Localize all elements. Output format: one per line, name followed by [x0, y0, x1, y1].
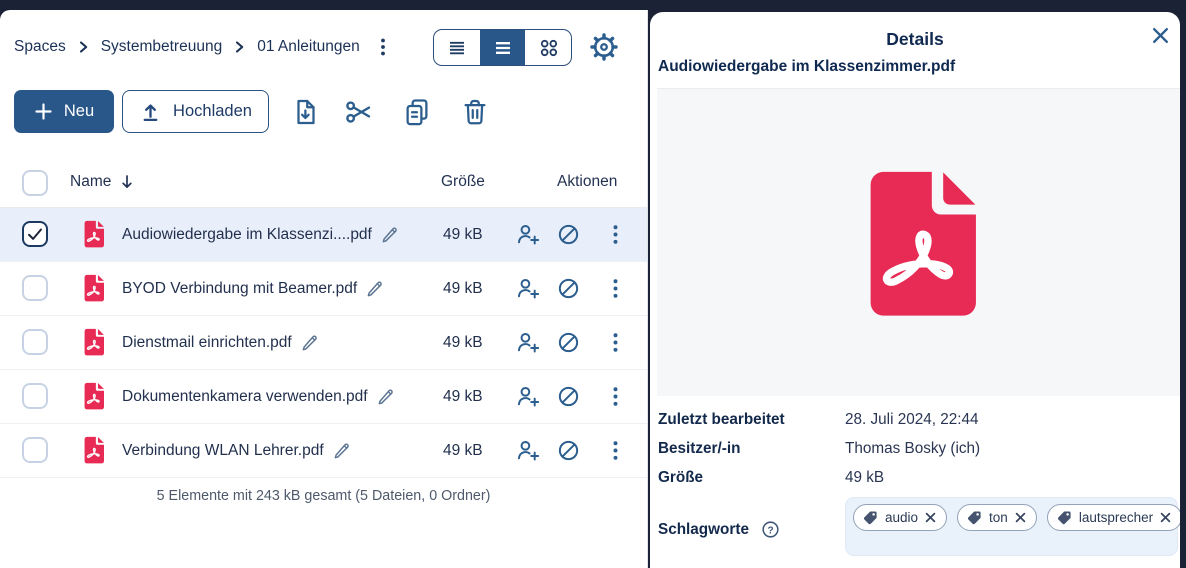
details-title: Details	[886, 29, 944, 49]
share-add-user-icon[interactable]	[515, 384, 540, 409]
table-footer: 5 Elemente mit 243 kB gesamt (5 Dateien, 0 Ordner)	[156, 488, 491, 504]
tags-label-row	[658, 520, 780, 539]
table-row[interactable]	[0, 262, 647, 316]
new-button[interactable]	[14, 90, 114, 133]
rename-pencil-icon[interactable]	[333, 442, 351, 460]
row-checkbox[interactable]	[22, 221, 48, 247]
link-icon[interactable]	[556, 438, 581, 463]
tags-label: Schlagworte	[658, 520, 749, 538]
cut-icon[interactable]	[344, 97, 374, 127]
tag-icon	[1057, 510, 1072, 525]
row-checkbox[interactable]	[22, 437, 48, 463]
tag-chip[interactable]	[1047, 504, 1180, 531]
svg-text:?: ?	[767, 525, 774, 537]
save-file-icon[interactable]	[290, 97, 320, 127]
share-add-user-icon[interactable]	[515, 438, 540, 463]
tag-label: audio	[885, 510, 919, 525]
file-name[interactable]: BYOD Verbindung mit Beamer.pdf	[122, 279, 358, 297]
link-icon[interactable]	[556, 222, 581, 247]
tags-input-box[interactable]	[845, 497, 1178, 556]
remove-tag-icon[interactable]	[1015, 512, 1026, 523]
share-add-user-icon[interactable]	[515, 330, 540, 355]
pdf-file-icon	[83, 382, 104, 410]
column-header-name[interactable]: Name	[70, 173, 134, 191]
new-button-label: Neu	[63, 102, 95, 120]
pdf-file-icon-large	[862, 169, 976, 317]
view-compact-button[interactable]	[434, 30, 480, 65]
link-icon[interactable]	[556, 276, 581, 301]
close-icon[interactable]	[1150, 25, 1171, 46]
file-size: 49 kB	[443, 333, 483, 351]
tag-label: lautsprecher	[1078, 510, 1154, 525]
upload-button[interactable]	[122, 90, 269, 133]
plus-icon	[34, 102, 53, 121]
row-menu-icon[interactable]	[603, 438, 628, 463]
link-icon[interactable]	[556, 330, 581, 355]
chevron-right-icon	[77, 40, 90, 54]
details-field	[658, 440, 1172, 458]
row-checkbox[interactable]	[22, 329, 48, 355]
file-size: 49 kB	[443, 441, 483, 459]
details-field	[658, 411, 1172, 429]
breadcrumb-spaces[interactable]: Spaces	[14, 38, 66, 55]
row-menu-icon[interactable]	[603, 222, 628, 247]
file-table-body	[0, 208, 647, 478]
breadcrumb-current-folder[interactable]: 01 Anleitungen	[257, 38, 360, 55]
file-size: 49 kB	[443, 279, 483, 297]
column-header-actions: Aktionen	[557, 173, 618, 190]
table-row[interactable]	[0, 370, 647, 424]
copy-icon[interactable]	[402, 97, 432, 127]
file-name[interactable]: Dienstmail einrichten.pdf	[122, 333, 292, 351]
file-name[interactable]: Dokumentenkamera verwenden.pdf	[122, 387, 368, 405]
field-value: 28. Juli 2024, 22:44	[845, 411, 979, 428]
remove-tag-icon[interactable]	[1160, 512, 1171, 523]
table-row[interactable]	[0, 208, 647, 262]
check-icon	[29, 230, 41, 239]
tag-icon	[863, 510, 878, 525]
details-field	[658, 469, 1172, 487]
rename-pencil-icon[interactable]	[366, 280, 384, 298]
chevron-right-icon	[233, 40, 246, 54]
field-label: Besitzer/-in	[658, 440, 741, 457]
file-name[interactable]: Verbindung WLAN Lehrer.pdf	[122, 441, 324, 459]
remove-tag-icon[interactable]	[925, 512, 936, 523]
rename-pencil-icon[interactable]	[381, 226, 399, 244]
row-checkbox[interactable]	[22, 383, 48, 409]
rename-pencil-icon[interactable]	[377, 388, 395, 406]
settings-gear-icon[interactable]	[589, 32, 619, 62]
select-all-checkbox[interactable]	[22, 170, 48, 196]
column-header-size[interactable]: Größe	[441, 173, 485, 190]
field-label: Zuletzt bearbeitet	[658, 411, 785, 428]
row-menu-icon[interactable]	[603, 384, 628, 409]
upload-button-label: Hochladen	[173, 102, 252, 120]
view-list-button[interactable]	[480, 30, 526, 65]
sort-down-icon	[120, 174, 134, 190]
upload-icon	[139, 100, 162, 123]
tag-icon	[967, 510, 982, 525]
field-value: Thomas Bosky (ich)	[845, 440, 981, 457]
view-switcher	[433, 29, 572, 66]
link-icon[interactable]	[556, 384, 581, 409]
rename-pencil-icon[interactable]	[301, 334, 319, 352]
share-add-user-icon[interactable]	[515, 276, 540, 301]
file-size: 49 kB	[443, 225, 483, 243]
table-header	[0, 158, 647, 208]
details-panel	[650, 12, 1180, 568]
delete-icon[interactable]	[460, 97, 490, 127]
table-row[interactable]	[0, 424, 647, 478]
breadcrumb-menu-icon[interactable]	[374, 35, 392, 59]
file-name[interactable]: Audiowiedergabe im Klassenzi....pdf	[122, 225, 372, 243]
pdf-file-icon	[83, 436, 104, 464]
view-grid-button[interactable]	[525, 30, 571, 65]
tag-chip[interactable]	[957, 504, 1037, 531]
row-menu-icon[interactable]	[603, 276, 628, 301]
tag-label: ton	[989, 510, 1008, 525]
file-browser-panel	[0, 10, 648, 568]
pdf-file-icon	[83, 220, 104, 248]
row-checkbox[interactable]	[22, 275, 48, 301]
breadcrumb	[14, 32, 392, 62]
help-icon[interactable]	[761, 520, 780, 539]
file-size: 49 kB	[443, 387, 483, 405]
share-add-user-icon[interactable]	[515, 222, 540, 247]
table-row[interactable]	[0, 316, 647, 370]
details-filename: Audiowiedergabe im Klassenzimmer.pdf	[658, 58, 956, 75]
breadcrumb-systembetreuung[interactable]: Systembetreuung	[100, 38, 223, 55]
field-value: 49 kB	[845, 469, 885, 486]
file-preview	[657, 88, 1180, 396]
row-menu-icon[interactable]	[603, 330, 628, 355]
pdf-file-icon	[83, 328, 104, 356]
field-label: Größe	[658, 469, 704, 486]
pdf-file-icon	[83, 274, 104, 302]
tag-chip[interactable]	[853, 504, 947, 531]
